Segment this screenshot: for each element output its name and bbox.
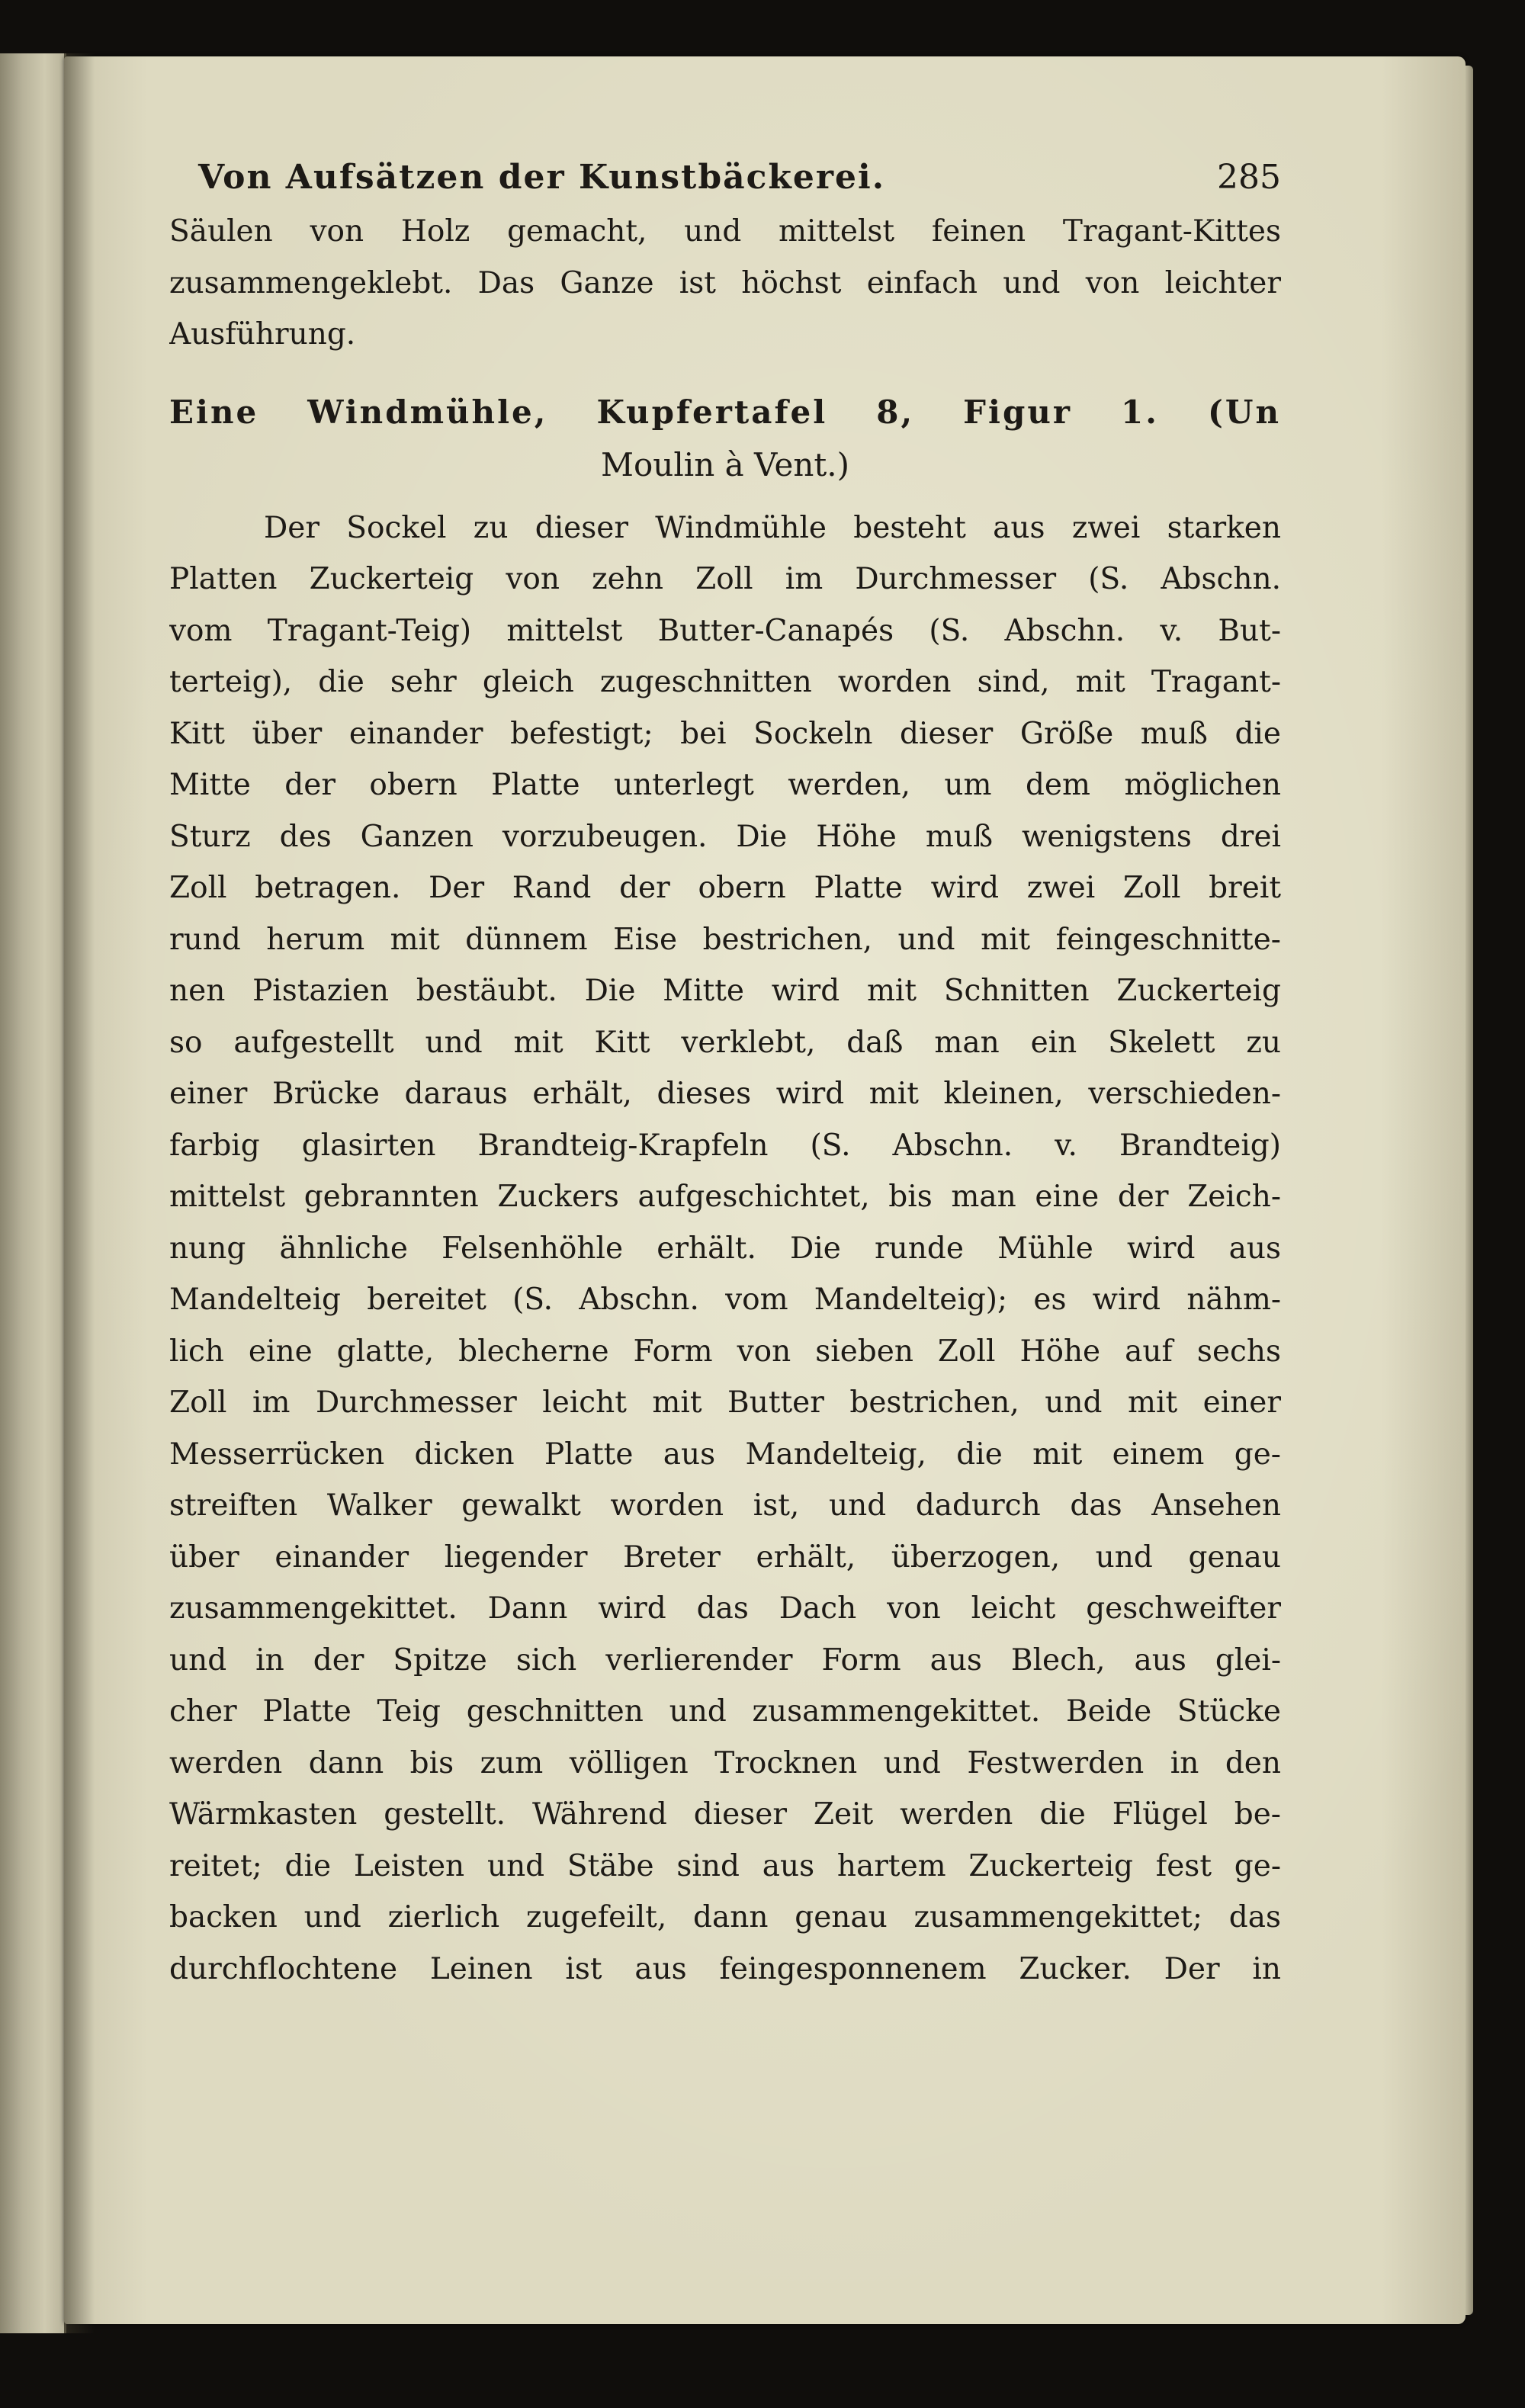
text-line: zusammengeklebt. Das Ganze ist höchst einfach und von leichter — [169, 265, 1281, 300]
running-title: Von Aufsätzen der Kunstbäckerei. — [198, 158, 886, 197]
text-line: lich eine glatte, blecherne Form von sieben Zoll Höhe auf sechs — [169, 1334, 1281, 1369]
text-line: Mitte der obern Platte unterlegt werden, um dem möglichen — [169, 768, 1281, 802]
text-line: Kitt über einander befestigt; bei Sockeln dieser Größe muß die — [169, 716, 1281, 751]
text-line: nen Pistazien bestäubt. Die Mitte wird mit Schnitten Zuckerteig — [169, 974, 1281, 1008]
section-heading-continued: Moulin à Vent.) — [601, 445, 849, 483]
text-line: nung ähnliche Felsenhöhle erhält. Die runde Mühle wird aus — [169, 1231, 1281, 1266]
text-line: Zoll betragen. Der Rand der obern Platte wird zwei Zoll breit — [169, 871, 1281, 905]
text-line: durchflochtene Leinen ist aus feingesponnenem Zucker. Der in — [169, 1951, 1281, 1986]
text-line: terteig), die sehr gleich zugeschnitten worden sind, mit Tragant- — [169, 665, 1281, 699]
body-paragraph — [169, 502, 1281, 1995]
text-line: streiften Walker gewalkt worden ist, und dadurch das Ansehen — [169, 1488, 1281, 1523]
text-line: Der Sockel zu dieser Windmühle besteht aus zwei starken — [264, 510, 1281, 545]
page-header — [169, 149, 1281, 206]
text-line: Messerrücken dicken Platte aus Mandelteig, die mit einem ge- — [169, 1437, 1281, 1472]
text-line: werden dann bis zum völligen Trocknen und Festwerden in den — [169, 1745, 1281, 1780]
text-line: vom Tragant-Teig) mittelst Butter-Canapés (S. Abschn. v. But- — [169, 613, 1281, 648]
text-line: und in der Spitze sich verlierender Form aus Blech, aus glei- — [169, 1642, 1281, 1678]
text-line: Zoll im Durchmesser leicht mit Butter bestrichen, und mit einer — [169, 1385, 1281, 1420]
text-line: backen und zierlich zugefeilt, dann genau zusammengekittet; das — [169, 1900, 1281, 1934]
text-line: so aufgestellt und mit Kitt verklebt, daß man ein Skelett zu — [169, 1025, 1281, 1060]
text-line: rund herum mit dünnem Eise bestrichen, und mit feingeschnitte- — [169, 922, 1281, 957]
text-line: Säulen von Holz gemacht, und mittelst feinen Tragant-Kittes — [169, 214, 1281, 249]
text-line: farbig glasirten Brandteig-Krapfeln (S. Abschn. v. Brandteig) — [169, 1128, 1281, 1163]
page-number: 285 — [1217, 158, 1281, 197]
text-line: Ausführung. — [169, 317, 356, 352]
text-line: Mandelteig bereitet (S. Abschn. vom Mandelteig); es wird nähm- — [169, 1283, 1281, 1317]
text-line: Sturz des Ganzen vorzubeugen. Die Höhe muß wenigstens drei — [169, 819, 1281, 854]
text-line: einer Brücke daraus erhält, dieses wird mit kleinen, verschieden- — [169, 1077, 1281, 1111]
text-line: cher Platte Teig geschnitten und zusammengekittet. Beide Stücke — [169, 1694, 1281, 1729]
gutter-shadow — [64, 53, 95, 2333]
text-line: reitet; die Leisten und Stäbe sind aus hartem Zuckerteig fest ge- — [169, 1848, 1281, 1883]
page-fore-edge — [1466, 66, 1473, 2315]
section-heading: Eine Windmühle, Kupfertafel 8, Figur 1. (Un — [169, 393, 1281, 431]
page-text-block — [169, 149, 1281, 1995]
text-line: Platten Zuckerteig von zehn Zoll im Durchmesser (S. Abschn. — [169, 562, 1281, 596]
text-line: über einander liegender Breter erhält, überzogen, und genau — [169, 1540, 1281, 1575]
text-line: Wärmkasten gestellt. Während dieser Zeit werden die Flügel be- — [169, 1797, 1281, 1832]
text-line: zusammengekittet. Dann wird das Dach von leicht geschweifter — [169, 1591, 1281, 1626]
text-line: mittelst gebrannten Zuckers aufgeschichtet, bis man eine der Zeich- — [169, 1180, 1281, 1214]
facing-page-edge — [0, 53, 66, 2333]
